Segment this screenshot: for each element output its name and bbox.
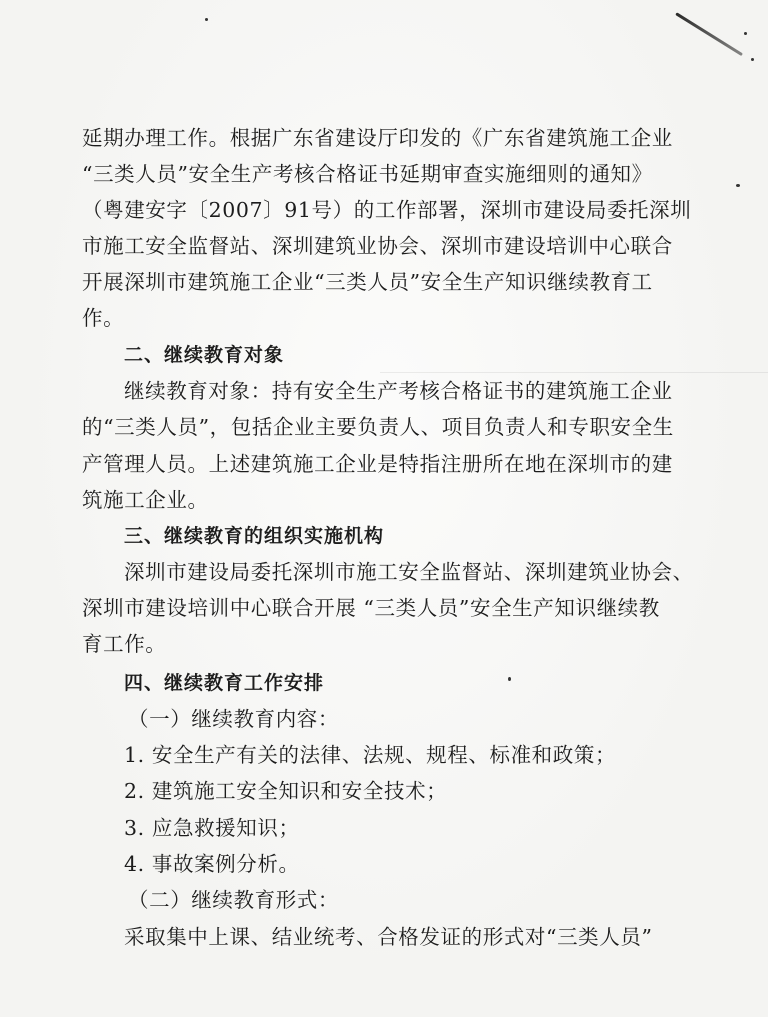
body-line: 的“三类人员”，包括企业主要负责人、项目负责人和专职安全生 (82, 415, 674, 439)
body-line: （粤建安字〔2007〕91号）的工作部署，深圳市建设局委托深圳 (82, 198, 692, 222)
body-line: 产管理人员。上述建筑施工企业是特指注册所在地在深圳市的建 (82, 452, 673, 476)
body-line: “三类人员”安全生产考核合格证书延期审查实施细则的通知》 (82, 162, 653, 186)
section-heading: 三、继续教育的组织实施机构 (124, 525, 385, 547)
body-line: 深圳市建设培训中心联合开展 “三类人员”安全生产知识继续教 (82, 596, 660, 620)
scan-speck (205, 18, 208, 21)
list-item: 1. 安全生产有关的法律、法规、规程、标准和政策； (124, 743, 617, 767)
scan-speck (508, 677, 511, 681)
subsection-heading: （一）继续教育内容： (128, 707, 339, 731)
scan-speck (751, 58, 754, 61)
scan-speck (744, 32, 747, 35)
body-line: 采取集中上课、结业统考、合格发证的形式对“三类人员” (124, 925, 653, 949)
body-line: 育工作。 (82, 632, 167, 656)
section-heading: 四、继续教育工作安排 (124, 672, 325, 694)
body-line: 延期办理工作。根据广东省建设厅印发的《广东省建筑施工企业 (82, 126, 673, 150)
section-heading: 二、继续教育对象 (124, 344, 285, 366)
body-line: 深圳市建设局委托深圳市施工安全监督站、深圳建筑业协会、 (124, 560, 694, 584)
scan-speck (736, 184, 740, 187)
body-line: 筑施工企业。 (82, 488, 209, 512)
pen-stroke-mark (675, 12, 743, 56)
body-line: 作。 (82, 306, 125, 330)
body-line: 继续教育对象：持有安全生产考核合格证书的建筑施工企业 (124, 379, 673, 403)
body-line: 开展深圳市建筑施工企业“三类人员”安全生产知识继续教育工 (82, 270, 653, 294)
list-item: 4. 事故案例分析。 (124, 852, 300, 876)
body-line: 市施工安全监督站、深圳建筑业协会、深圳市建设培训中心联合 (82, 234, 673, 258)
list-item: 3. 应急救援知识； (124, 816, 300, 840)
subsection-heading: （二）继续教育形式： (128, 888, 339, 912)
list-item: 2. 建筑施工安全知识和安全技术； (124, 779, 448, 803)
show-through-rule (380, 372, 768, 373)
